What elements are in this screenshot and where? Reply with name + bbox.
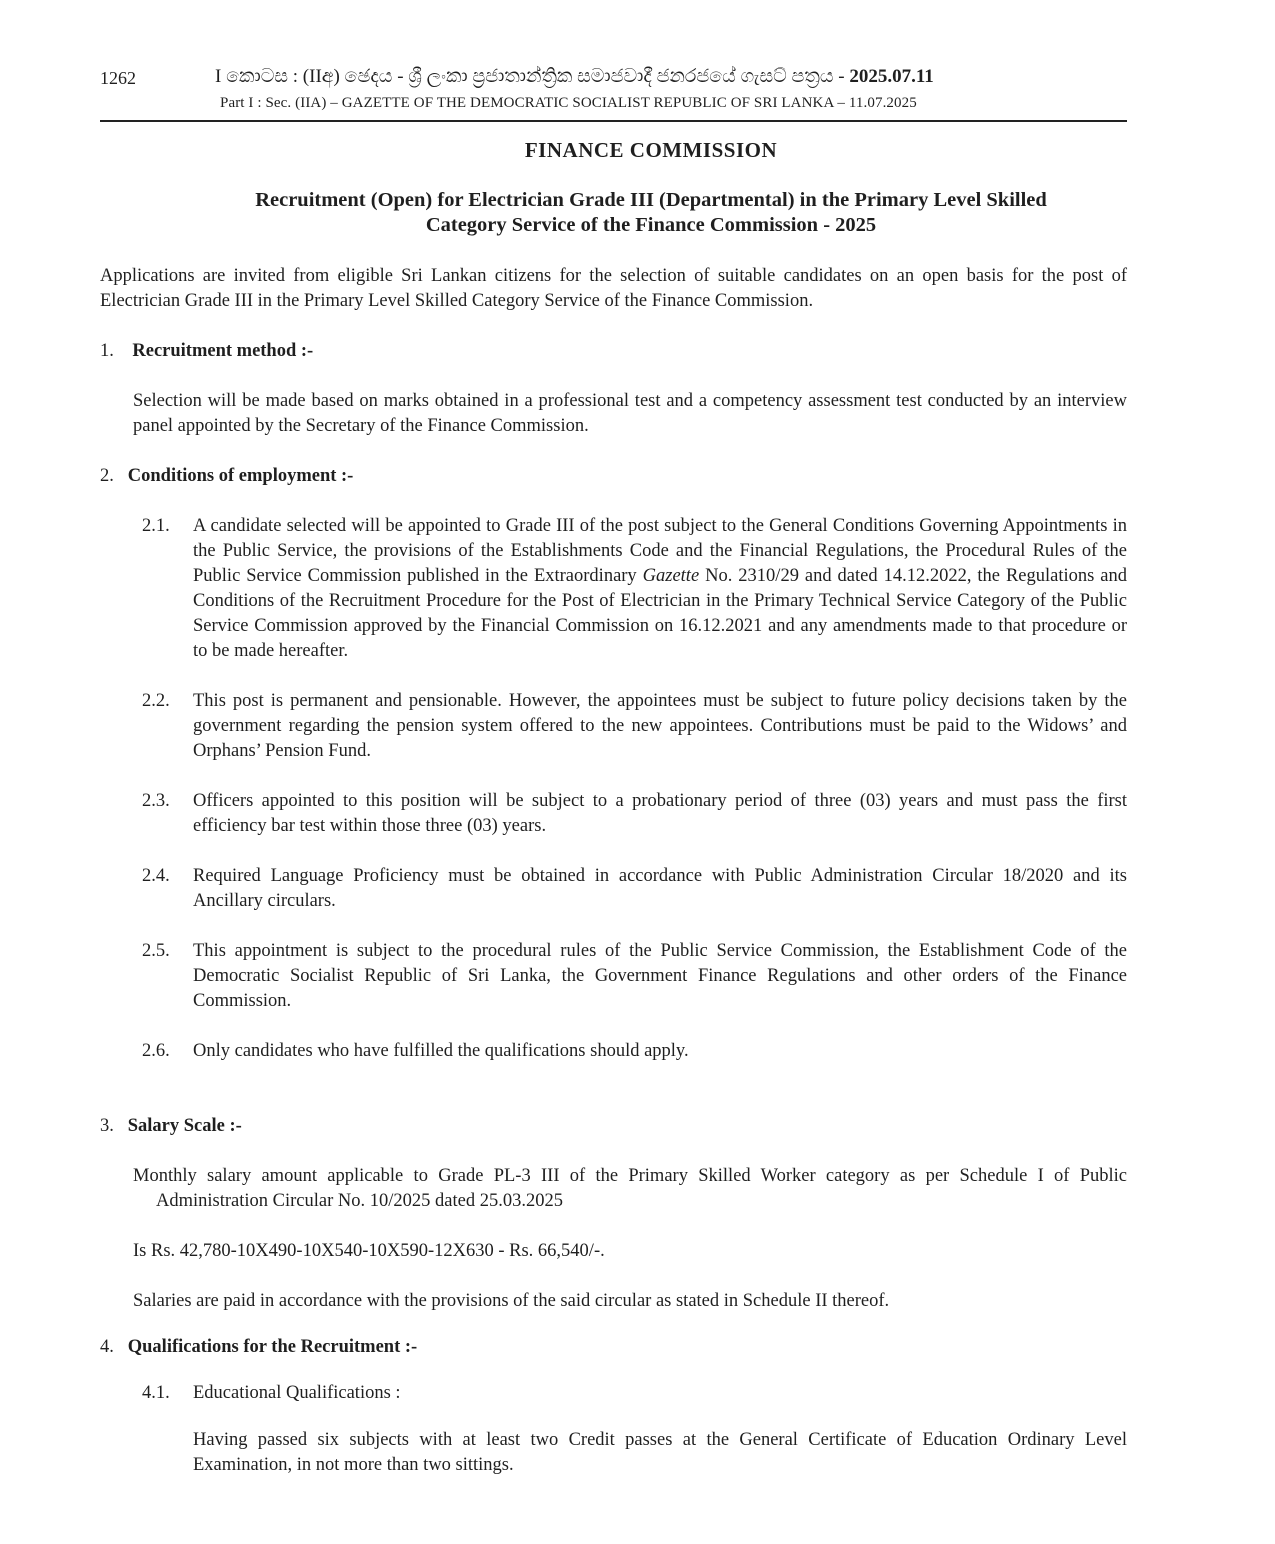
item-2-2-number: 2.2.	[142, 691, 170, 711]
section-3-number: 3.	[100, 1116, 114, 1136]
section-1-text: Selection will be made based on marks obtained in a professional test and a competency assessment test conducted by an interview panel appointed by the Secretary of the Finance Commission.	[133, 391, 1127, 436]
item-4-1-heading: Educational Qualifications :	[193, 1383, 401, 1403]
header-sinhala-date: 2025.07.11	[849, 66, 934, 87]
item-2-2-text: This post is permanent and pensionable. However, the appointees must be subject to future policy decisions taken by the government regarding the pension system offered to the new appointees. Contributions must be paid to the Widows’ and Orphans’ Pension Fund.	[193, 691, 1127, 761]
section-4-number: 4.	[100, 1337, 114, 1357]
section-3-paragraph-1: Monthly salary amount applicable to Grade PL-3 III of the Primary Skilled Worker category as per Schedule I of Public Administration Circular No. 10/2025 dated 25.03.2025	[133, 1166, 1127, 1211]
section-4-heading	[100, 1335, 417, 1360]
item-2-5-text: This appointment is subject to the procedural rules of the Public Service Commission, the Establishment Code of the Democratic Socialist Republic of Sri Lanka, the Government Finance Regulations and other orders of the Finance Commission.	[193, 941, 1127, 1011]
section-3-title: Salary Scale :-	[127, 1116, 242, 1136]
intro-paragraph: Applications are invited from eligible Sri Lankan citizens for the selection of suitable candidates on an open basis for the post of Electrician Grade III in the Primary Level Skilled Category Service of the Finance Commission.	[100, 266, 1127, 311]
item-2-1-text	[193, 514, 1127, 664]
item-4-1-number: 4.1.	[142, 1383, 170, 1403]
section-1-title: Recruitment method :-	[132, 341, 314, 361]
item-2-1-number: 2.1.	[142, 516, 170, 536]
page-title: FINANCE COMMISSION	[524, 138, 778, 162]
item-2-1-gazette: Gazette	[642, 566, 700, 586]
item-2-6-number: 2.6.	[142, 1041, 170, 1061]
section-2-number: 2.	[100, 466, 114, 486]
header-english-line: Part I : Sec. (IIA) – GAZETTE OF THE DEMOCRATIC SOCIALIST REPUBLIC OF SRI LANKA – 11.07.2025	[220, 95, 917, 111]
item-2-4-text: Required Language Proficiency must be obtained in accordance with Public Administration Circular 18/2020 and its Ancillary circulars.	[193, 866, 1127, 911]
header-rule	[100, 120, 1127, 122]
item-2-6-text: Only candidates who have fulfilled the qualifications should apply.	[193, 1041, 689, 1061]
section-3-paragraph-3: Salaries are paid in accordance with the provisions of the said circular as stated in Schedule II thereof.	[133, 1291, 890, 1311]
item-4-1-text: Having passed six subjects with at least two Credit passes at the General Certificate of Education Ordinary Level Examination, in not more than two sittings.	[193, 1430, 1127, 1475]
item-2-3-number: 2.3.	[142, 791, 170, 811]
section-4-title: Qualifications for the Recruitment :-	[127, 1337, 418, 1357]
section-1-heading	[100, 339, 313, 364]
item-2-1-text-a: A candidate selected will be appointed to Grade III of the post subject to the General Conditions Governing Appointments in the Public Service, the provisions of the Establishments Code and the Financial Regulations, the Procedural Rules of the Public Service Commission published in the Extraordinary	[193, 516, 1127, 586]
header-sinhala-line	[215, 66, 934, 88]
item-2-5-number: 2.5.	[142, 941, 170, 961]
item-2-4-number: 2.4.	[142, 866, 170, 886]
item-2-3-text: Officers appointed to this position will be subject to a probationary period of three (03) years and must pass the first efficiency bar test within those three (03) years.	[193, 791, 1127, 836]
subtitle-line-1: Recruitment (Open) for Electrician Grade III (Departmental) in the Primary Level Skilled	[255, 189, 1047, 211]
page-number: 1262	[100, 68, 136, 88]
section-2-title: Conditions of employment :-	[127, 466, 354, 486]
header-sinhala-text: I කොටස : (IIඅ) ඡෙදය - ශ්‍රී ලංකා ප්‍රජාතාන්ත්‍රික සමාජවාදී ජනරජයේ ගැසට් පත්‍රය -	[215, 66, 850, 87]
section-3-salary-scale: Is Rs. 42,780-10X490-10X540-10X590-12X630 - Rs. 66,540/-.	[133, 1241, 605, 1261]
subtitle-line-2: Category Service of the Finance Commission - 2025	[425, 214, 877, 236]
notice-subtitle	[100, 188, 1202, 238]
section-2-heading	[100, 464, 353, 489]
item-2-1-text-b: No. 2310/29 and dated 14.12.2022, the Regulations and Conditions of the Recruitment Procedure for the Post of Electrician in the Primary Technical Service Category of the Public Service Commission approved by the Financial Commission on 16.12.2021 and any amendments made to that procedure or to be made hereafter.	[193, 566, 1127, 661]
section-1-number: 1.	[100, 341, 114, 361]
section-3-heading	[100, 1114, 242, 1139]
